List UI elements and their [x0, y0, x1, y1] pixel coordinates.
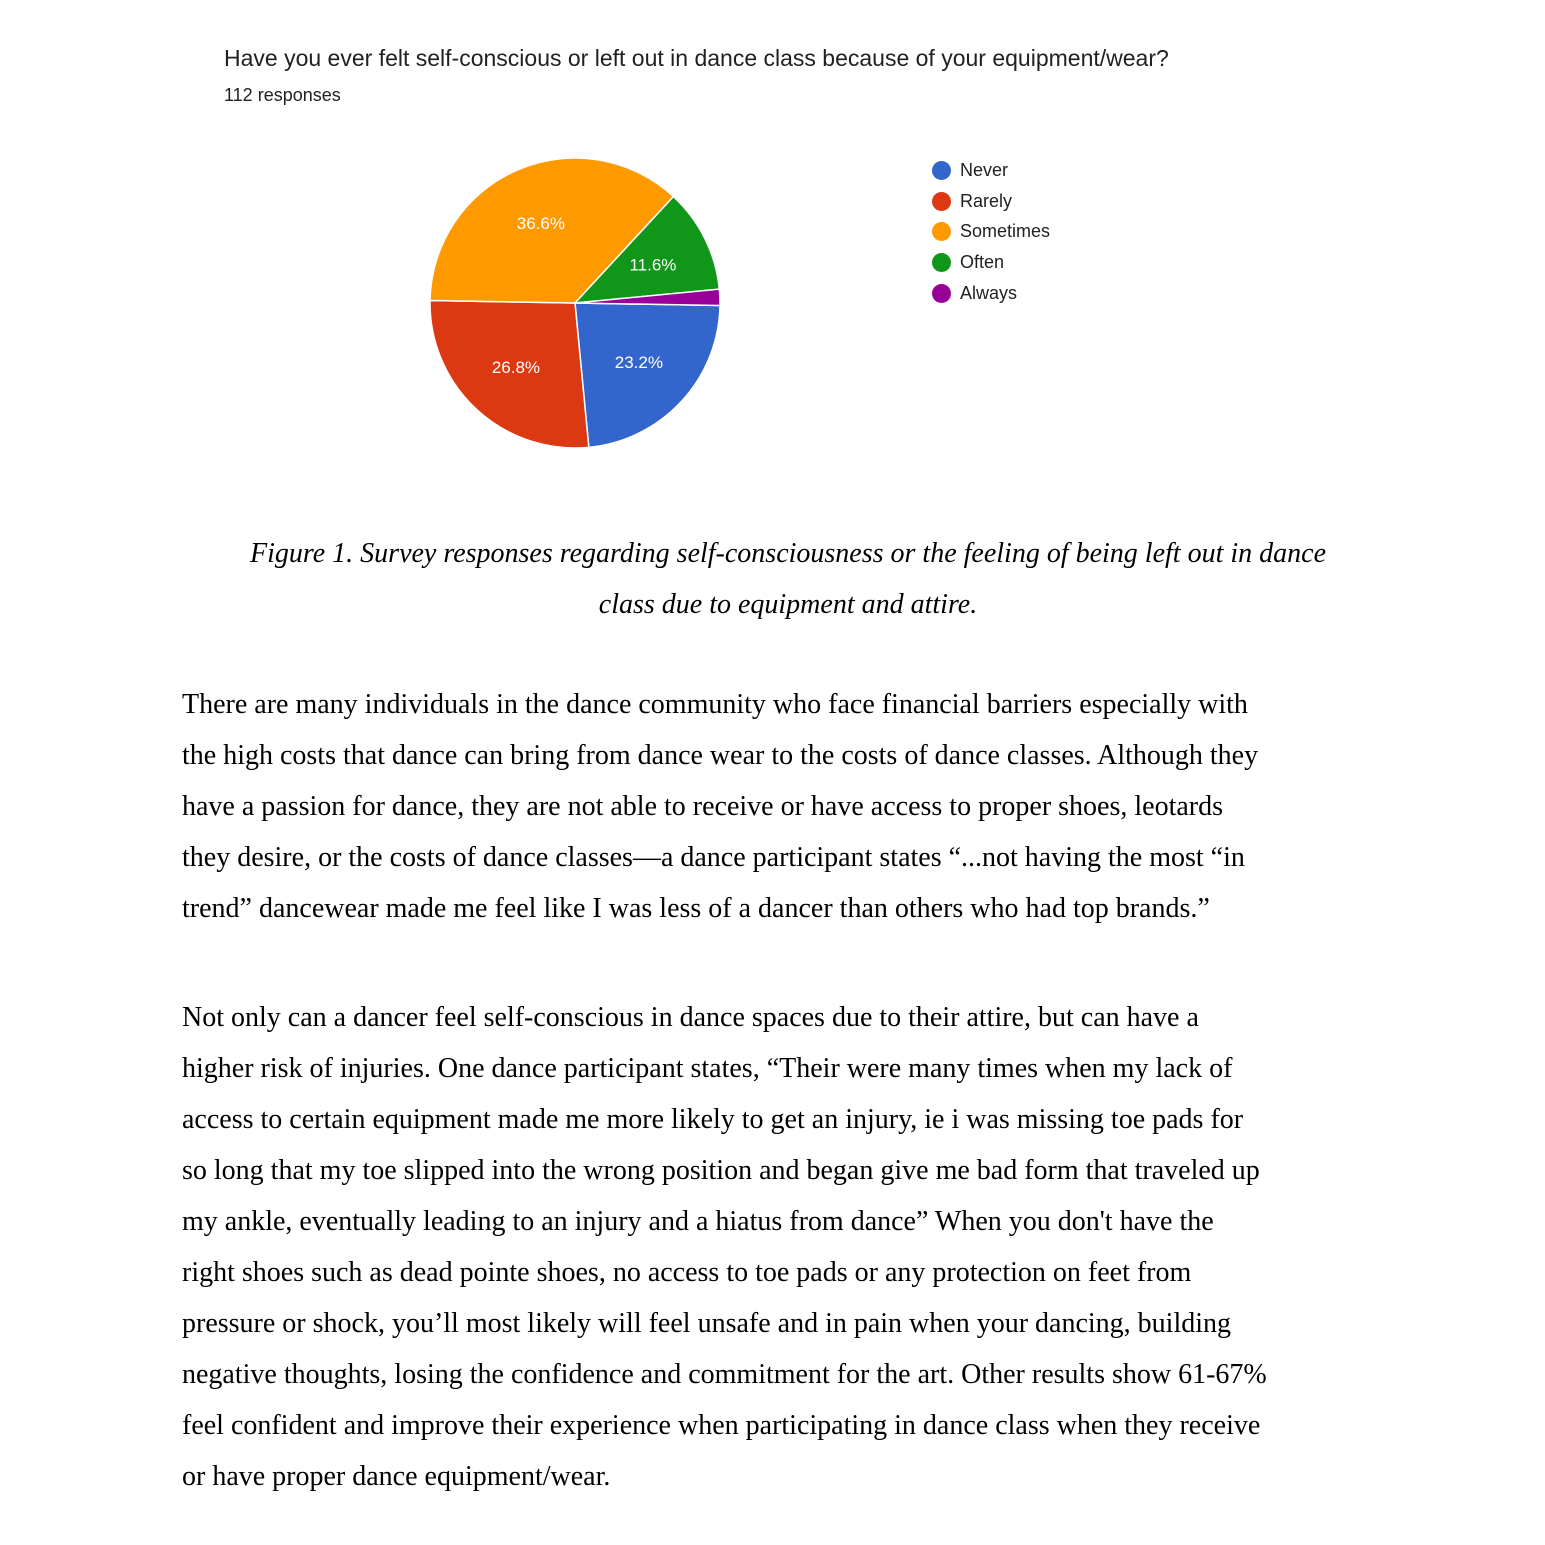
paragraph-line: Not only can a dancer feel self-conscious in dance spaces due to their attire, but can have a — [182, 1002, 1199, 1033]
paragraph-line: right shoes such as dead pointe shoes, no access to toe pads or any protection on feet from — [182, 1257, 1192, 1288]
chart-legend — [932, 155, 1050, 309]
legend-label: Rarely — [960, 190, 1013, 211]
legend-label: Sometimes — [960, 221, 1051, 242]
caption-line: Figure 1. Survey responses regarding self-consciousness or the feeling of being left out in dance — [250, 538, 1326, 569]
legend-item-always — [932, 278, 1050, 309]
paragraph-line: the high costs that dance can bring from dance wear to the costs of dance classes. Although they — [182, 740, 1259, 771]
figure-caption — [150, 528, 1426, 630]
legend-item-often — [932, 247, 1050, 278]
pie-chart-figure — [0, 0, 1545, 480]
body-paragraph-2 — [182, 992, 1382, 1502]
legend-swatch — [932, 161, 951, 180]
legend-item-rarely — [932, 186, 1050, 217]
legend-swatch — [932, 192, 951, 211]
pie-slice-label: 23.2% — [614, 353, 663, 373]
legend-label: Never — [960, 159, 1009, 180]
legend-swatch — [932, 284, 951, 303]
paragraph-line: access to certain equipment made me more likely to get an injury, ie i was missing toe pads for — [182, 1104, 1244, 1135]
paragraph-line: pressure or shock, you’ll most likely will feel unsafe and in pain when your dancing, building — [182, 1308, 1232, 1339]
paragraph-line: negative thoughts, losing the confidence and commitment for the art. Other results show 61-67% — [182, 1359, 1267, 1390]
paragraph-line: There are many individuals in the dance community who face financial barriers especially with — [182, 689, 1248, 720]
legend-swatch — [932, 253, 951, 272]
body-paragraph-1 — [182, 679, 1382, 934]
paragraph-line: or have proper dance equipment/wear. — [182, 1461, 611, 1492]
paragraph-line: trend” dancewear made me feel like I was less of a dancer than others who had top brands.” — [182, 893, 1210, 924]
paragraph-line: so long that my toe slipped into the wrong position and began give me bad form that traveled up — [182, 1155, 1260, 1186]
response-count: 112 responses — [224, 85, 341, 105]
pie-slice-never — [575, 303, 720, 447]
legend-label: Always — [960, 283, 1018, 304]
legend-item-sometimes — [932, 217, 1050, 248]
legend-label: Often — [960, 252, 1005, 273]
pie-chart — [420, 148, 730, 458]
paragraph-line: my ankle, eventually leading to an injury and a hiatus from dance” When you don't have the — [182, 1206, 1214, 1237]
pie-slice-label: 11.6% — [629, 255, 677, 275]
paragraph-line: feel confident and improve their experience when participating in dance class when they receive — [182, 1410, 1261, 1441]
legend-swatch — [932, 222, 951, 241]
caption-line: class due to equipment and attire. — [598, 589, 978, 620]
legend-item-never — [932, 155, 1050, 186]
pie-slice-label: 26.8% — [491, 357, 541, 377]
pie-slice-label: 36.6% — [516, 213, 565, 233]
paragraph-line: have a passion for dance, they are not able to receive or have access to proper shoes, leotards — [182, 791, 1224, 822]
paragraph-line: higher risk of injuries. One dance participant states, “Their were many times when my lack of — [182, 1053, 1233, 1084]
chart-title: Have you ever felt self-conscious or left out in dance class because of your equipment/wear? — [224, 45, 1169, 71]
paragraph-line: they desire, or the costs of dance classes—a dance participant states “...not having the most “in — [182, 842, 1245, 873]
